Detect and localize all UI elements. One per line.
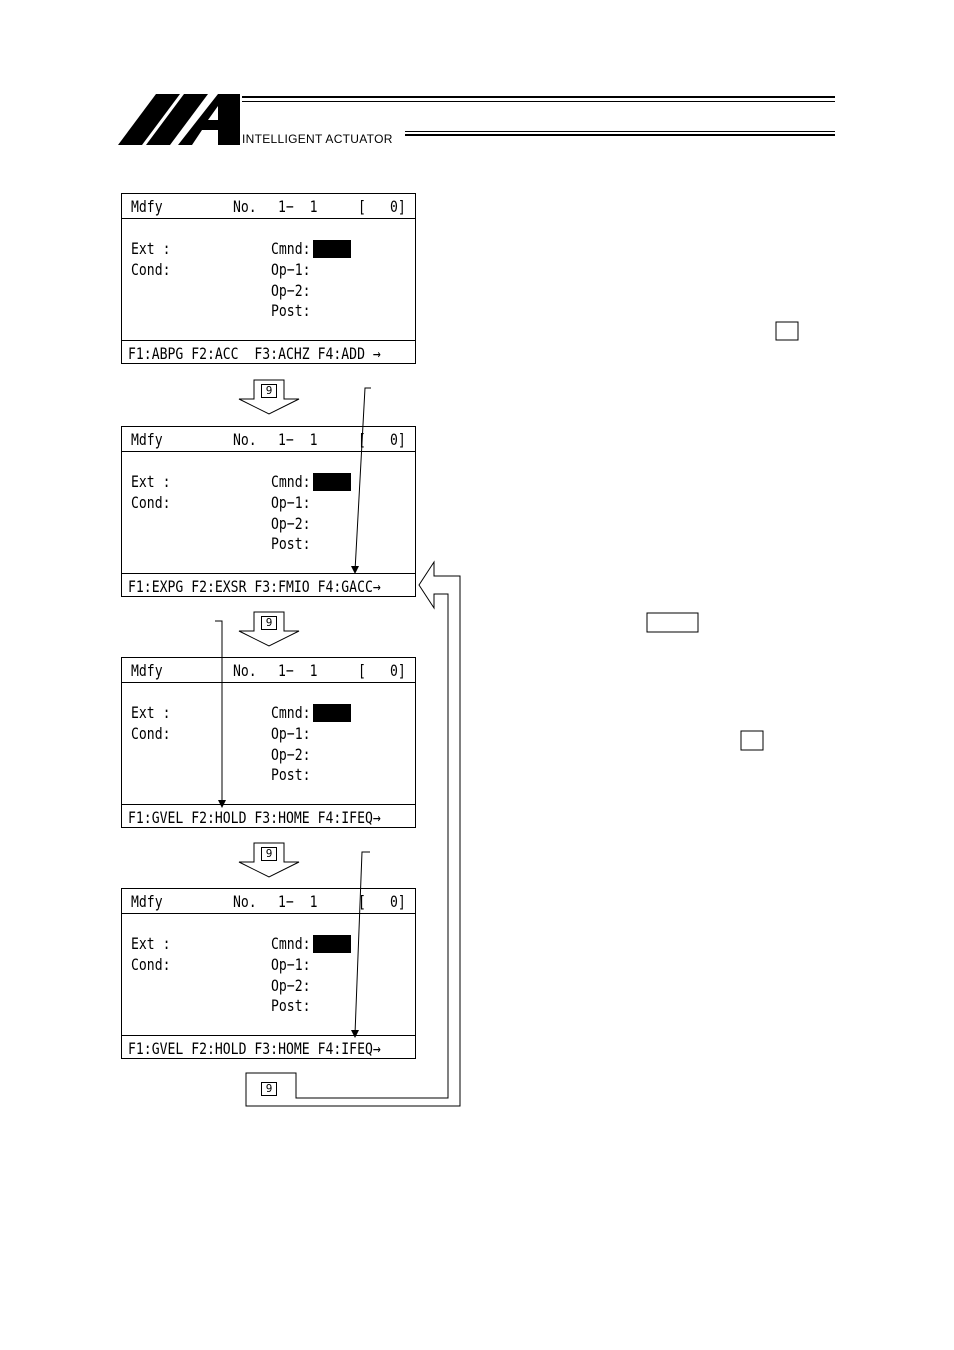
bracket-open: [ [358,197,366,216]
ext-label: Ext : [131,239,171,258]
post-label: Post: [271,301,311,320]
function-key-bar: F1:GVEL F2:HOLD F3:HOME F4:IFEQ→ [128,1039,381,1058]
op1-label: Op−1: [271,260,311,279]
key-9-icon: 9 [261,616,277,630]
mode-label: Mdfy [131,197,163,216]
key-box-wide [647,613,698,632]
cmnd-label: Cmnd: [271,239,311,258]
no-value: 1− 1 [278,430,318,449]
indicator-line [355,852,370,1034]
function-key-bar: F1:ABPG F2:ACC F3:ACHZ F4:ADD → [128,344,381,363]
cmnd-label: Cmnd: [271,934,311,953]
mode-label: Mdfy [131,661,163,680]
bracket-value: 0] [390,661,406,680]
op2-label: Op−2: [271,514,311,533]
cond-label: Cond: [131,493,171,512]
post-label: Post: [271,996,311,1015]
bracket-open: [ [358,661,366,680]
bracket-open: [ [358,892,366,911]
key-9-icon: 9 [261,847,277,861]
no-value: 1− 1 [278,197,318,216]
indicator-line [215,621,222,804]
no-label: No. [233,892,257,911]
post-label: Post: [271,765,311,784]
bracket-value: 0] [390,430,406,449]
op1-label: Op−1: [271,724,311,743]
brand-text: INTELLIGENT ACTUATOR [242,132,393,146]
mode-label: Mdfy [131,892,163,911]
key-9-icon: 9 [261,384,277,398]
function-key-bar: F1:EXPG F2:EXSR F3:FMIO F4:GACC→ [128,577,381,596]
no-label: No. [233,430,257,449]
arrowhead-icon [351,566,359,574]
key-box-small [776,322,798,340]
function-key-bar: F1:GVEL F2:HOLD F3:HOME F4:IFEQ→ [128,808,381,827]
ext-label: Ext : [131,703,171,722]
cond-label: Cond: [131,724,171,743]
op1-label: Op−1: [271,493,311,512]
no-value: 1− 1 [278,892,318,911]
bracket-open: [ [358,430,366,449]
loop-back-arrow-icon [246,562,460,1106]
key-9-icon: 9 [261,1082,277,1096]
no-label: No. [233,661,257,680]
bracket-value: 0] [390,892,406,911]
op2-label: Op−2: [271,281,311,300]
post-label: Post: [271,534,311,553]
arrowhead-icon [218,800,226,808]
cmnd-label: Cmnd: [271,703,311,722]
mode-label: Mdfy [131,430,163,449]
indicator-line [355,388,371,571]
cond-label: Cond: [131,955,171,974]
arrowhead-icon [351,1030,359,1038]
op2-label: Op−2: [271,745,311,764]
op1-label: Op−1: [271,955,311,974]
ext-label: Ext : [131,934,171,953]
op2-label: Op−2: [271,976,311,995]
cond-label: Cond: [131,260,171,279]
ext-label: Ext : [131,472,171,491]
key-box-small [741,731,763,750]
no-value: 1− 1 [278,661,318,680]
bracket-value: 0] [390,197,406,216]
cmnd-label: Cmnd: [271,472,311,491]
no-label: No. [233,197,257,216]
